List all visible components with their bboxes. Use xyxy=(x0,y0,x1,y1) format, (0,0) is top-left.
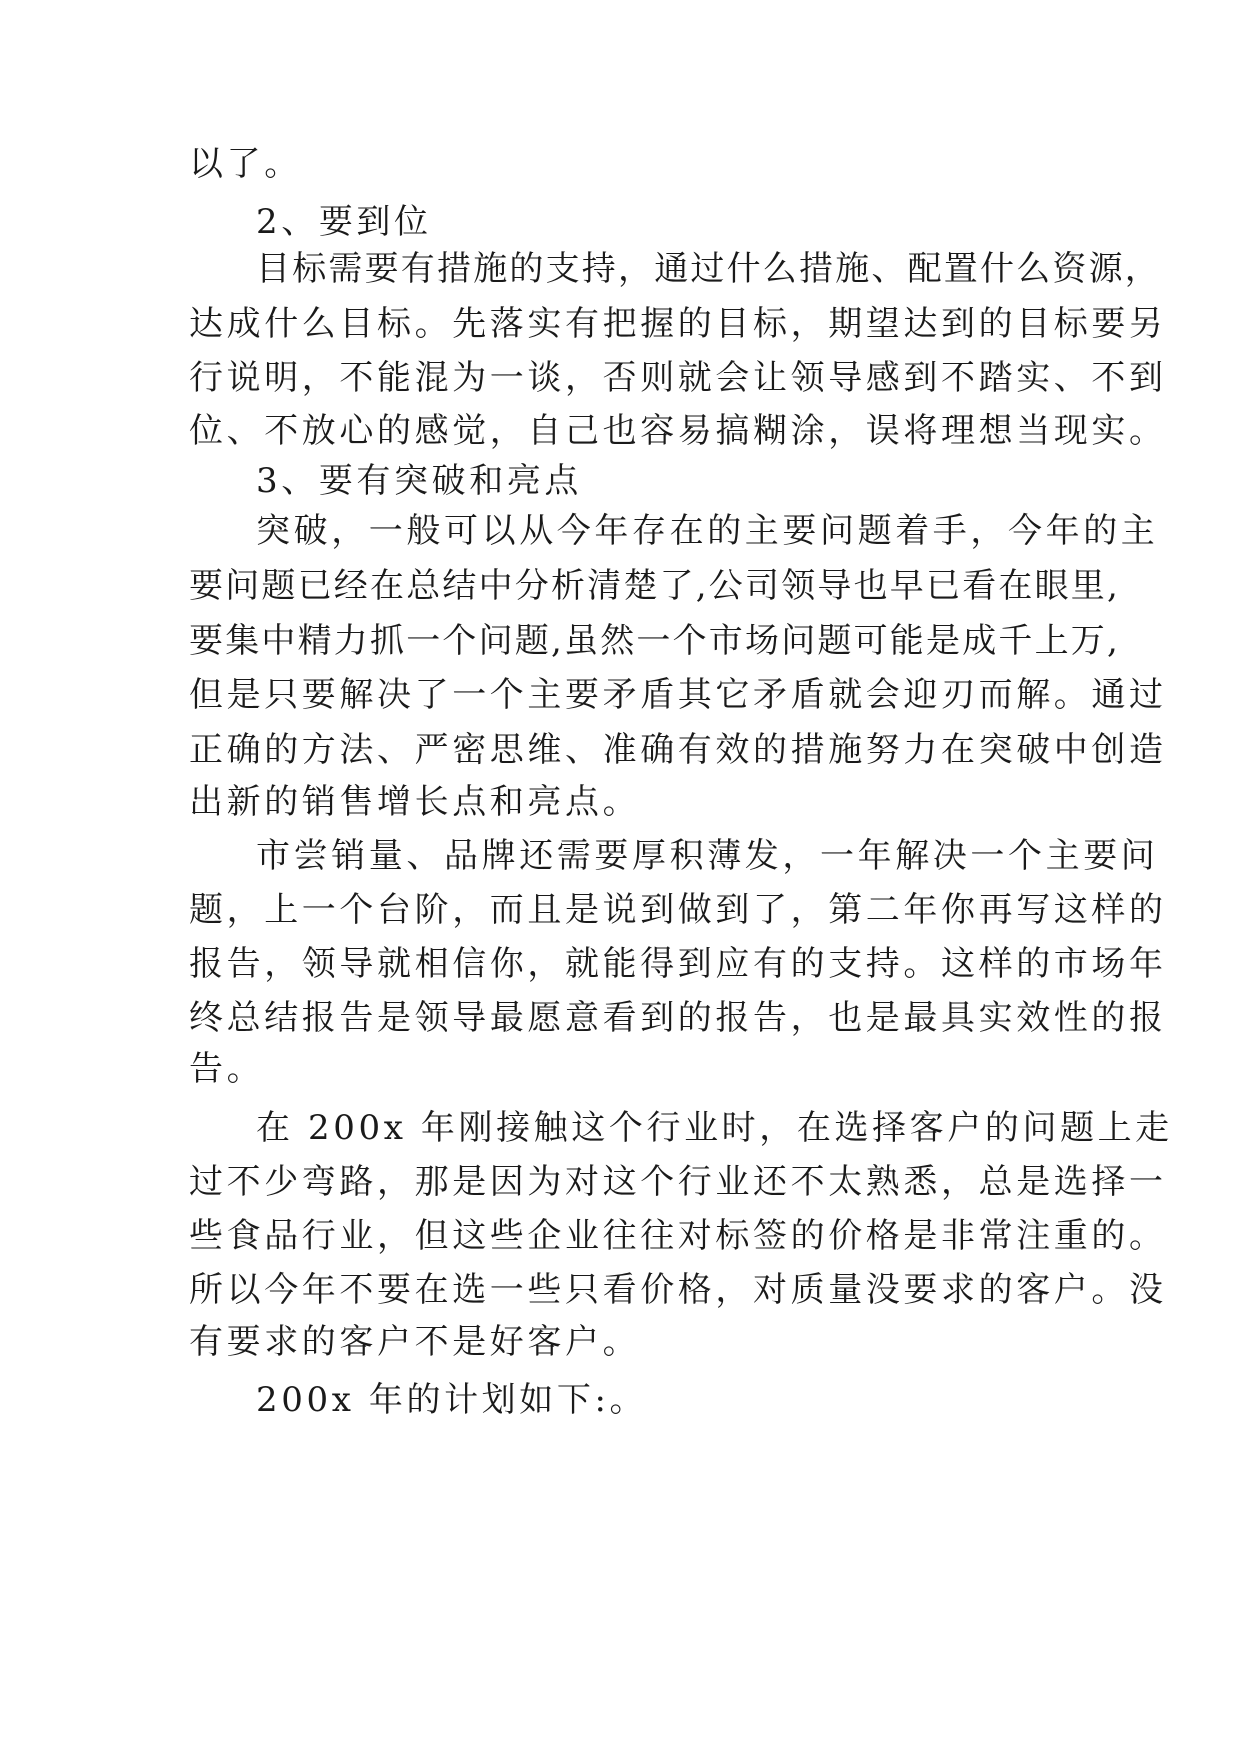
text-line: 目标需要有措施的支持，通过什么措施、配置什么资源， xyxy=(256,249,1161,289)
text-line: 告。 xyxy=(189,1049,265,1089)
text-line: 出新的销售增长点和亮点。 xyxy=(189,782,641,822)
text-line: 报告，领导就相信你，就能得到应有的支持。这样的市场年 xyxy=(189,944,1167,984)
text-line: 市尝销量、品牌还需要厚积薄发，一年解决一个主要问 xyxy=(256,836,1159,876)
text-line: 过不少弯路，那是因为对这个行业还不太熟悉，总是选择一 xyxy=(189,1162,1167,1202)
text-line: 突破，一般可以从今年存在的主要问题着手，今年的主 xyxy=(256,511,1159,551)
text-line: 达成什么目标。先落实有把握的目标，期望达到的目标要另 xyxy=(189,304,1167,344)
text-line: 有要求的客户不是好客户。 xyxy=(189,1322,641,1362)
text-line: 要集中精力抓一个问题,虽然一个市场问题可能是成千上万, xyxy=(189,621,1121,661)
text-line: 在 200x 年刚接触这个行业时，在选择客户的问题上走 xyxy=(256,1108,1173,1148)
text-line: 要问题已经在总结中分析清楚了,公司领导也早已看在眼里, xyxy=(189,566,1121,606)
text-line: 些食品行业，但这些企业往往对标签的价格是非常注重的。 xyxy=(189,1216,1167,1256)
text-line: 题，上一个台阶，而且是说到做到了，第二年你再写这样的 xyxy=(189,890,1167,930)
section-heading: 3、要有突破和亮点 xyxy=(256,461,583,501)
text-line: 位、不放心的感觉，自己也容易搞糊涂，误将理想当现实。 xyxy=(189,411,1167,451)
text-line: 200x 年的计划如下:。 xyxy=(256,1380,648,1420)
text-line: 所以今年不要在选一些只看价格，对质量没要求的客户。没 xyxy=(189,1270,1167,1310)
text-line: 正确的方法、严密思维、准确有效的措施努力在突破中创造 xyxy=(189,730,1167,770)
text-line: 以了。 xyxy=(189,144,302,184)
text-line: 终总结报告是领导最愿意看到的报告，也是最具实效性的报 xyxy=(189,998,1167,1038)
text-line: 行说明，不能混为一谈，否则就会让领导感到不踏实、不到 xyxy=(189,358,1167,398)
section-heading: 2、要到位 xyxy=(256,202,432,242)
text-line: 但是只要解决了一个主要矛盾其它矛盾就会迎刃而解。通过 xyxy=(189,675,1167,715)
